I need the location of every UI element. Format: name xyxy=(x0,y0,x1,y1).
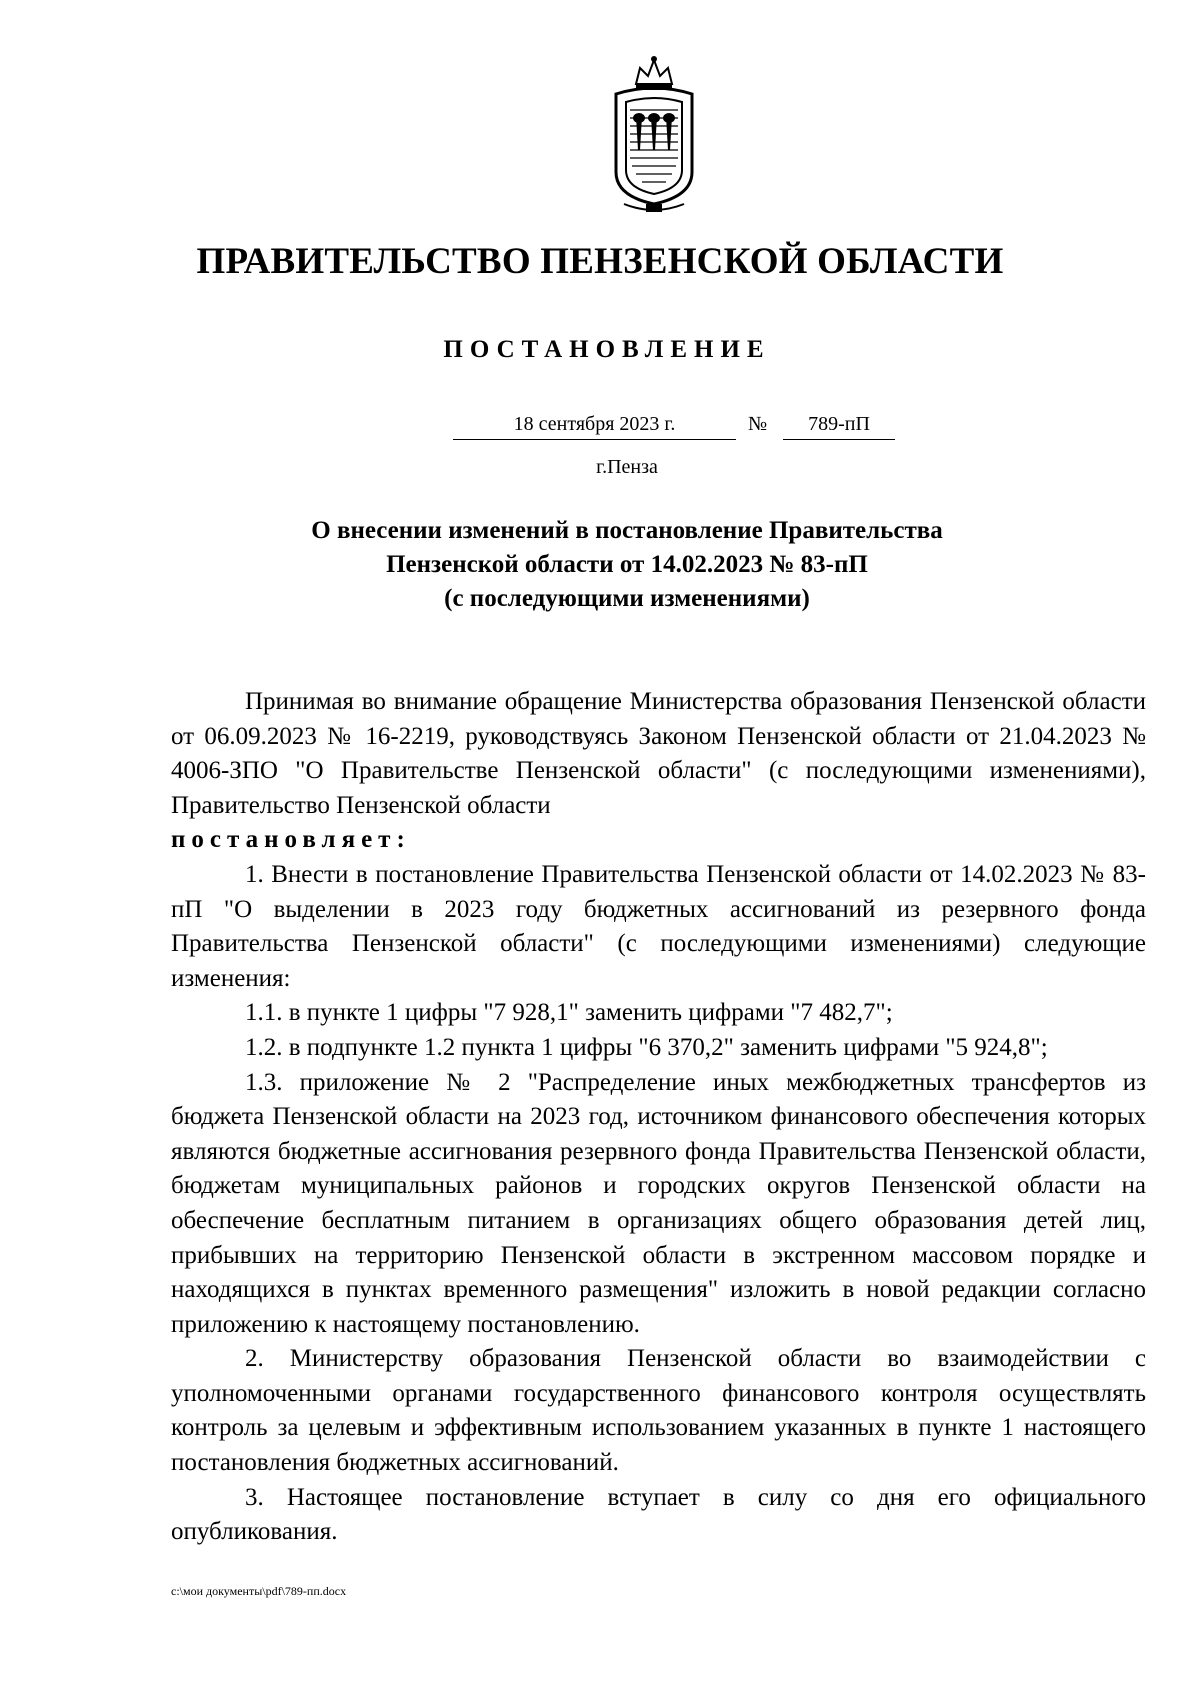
document-subject xyxy=(0,514,1200,616)
item-1: 1. Внести в постановление Правительства Пензенской области от 14.02.2023 № 83-пП "О выделении в 2023 году бюджетных ассигнований из резервного фонда Правительства Пензенской области" (с последующими изменениями) следующие изменения: xyxy=(171,860,1146,992)
date-number-line xyxy=(453,413,893,443)
subject-line: О внесении изменений в постановление Правительства xyxy=(311,517,943,544)
resolves-word: постановляет: xyxy=(171,826,411,854)
preamble-paragraph: Принимая во внимание обращение Министерства образования Пензенской области от 06.09.2023 № 16-2219, руководствуясь Законом Пензенской области от 21.04.2023 № 4006-ЗПО "О Правительстве Пензенской области" (с последующими изменениями), Правительство Пензенской области xyxy=(171,688,1146,819)
file-path-footer: c:\мои документы\pdf\789-пп.docx xyxy=(171,1584,347,1598)
item-2: 2. Министерству образования Пензенской области во взаимодействии с уполномоченными органами государственного финансового контроля осуществлять контроль за целевым и эффективным использованием указанных в пункте 1 настоящего постановления бюджетных ассигнований. xyxy=(171,1345,1146,1477)
document-number: 789-пП xyxy=(783,413,895,440)
subject-line: Пензенской области от 14.02.2023 № 83-пП xyxy=(386,551,868,578)
document-type: ПОСТАНОВЛЕНИЕ xyxy=(443,336,771,363)
document-date: 18 сентября 2023 г. xyxy=(453,413,736,440)
number-sign: № xyxy=(748,413,768,435)
document-body xyxy=(171,685,1146,1550)
item-1-3: 1.3. приложение № 2 "Распределение иных межбюджетных трансфертов из бюджета Пензенской области на 2023 год, источником финансового обеспечения которых являются бюджетные ассигнования резервного фонда Правительства Пензенской области, бюджетам муниципальных районов и городских округов Пензенской области на обеспечение бесплатным питанием в организациях общего образования детей лиц, прибывших на территорию Пензенской области в экстренном массовом порядке и находящихся в пунктах временного размещения" изложить в новой редакции согласно приложению к настоящему постановлению. xyxy=(171,1068,1146,1338)
coat-of-arms-icon xyxy=(606,54,702,214)
city: г.Пенза xyxy=(596,456,658,478)
subject-line: (с последующими изменениями) xyxy=(444,585,810,612)
item-1-1: 1.1. в пункте 1 цифры "7 928,1" заменить цифрами "7 482,7"; xyxy=(245,999,893,1027)
item-1-2: 1.2. в подпункте 1.2 пункта 1 цифры "6 370,2" заменить цифрами "5 924,8"; xyxy=(245,1033,1048,1061)
item-3: 3. Настоящее постановление вступает в силу со дня его официального опубликования. xyxy=(171,1483,1146,1546)
organization-title: ПРАВИТЕЛЬСТВО ПЕНЗЕНСКОЙ ОБЛАСТИ xyxy=(196,241,1004,282)
